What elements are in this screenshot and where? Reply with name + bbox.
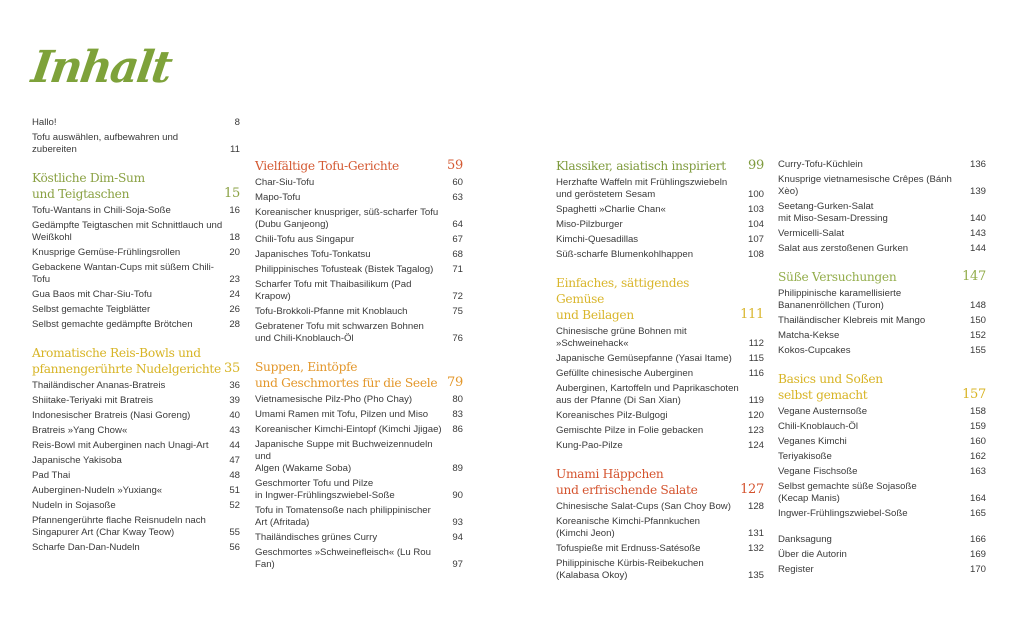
entry-page-number: 166 (969, 534, 986, 545)
section-heading[interactable] (556, 275, 764, 323)
toc-entry[interactable] (32, 455, 240, 467)
entry-title: Philippinisches Tofusteak (Bistek Tagalog) (255, 264, 434, 275)
toc-entry[interactable] (778, 315, 986, 327)
entry-page-number: 128 (747, 501, 764, 512)
entry-page-number: 56 (229, 542, 240, 553)
entry-page-number: 52 (229, 500, 240, 511)
entry-title: Register (778, 564, 814, 575)
contents-title-logo: Inhalt (28, 42, 174, 93)
toc-group (778, 534, 986, 576)
section-page-number: 147 (962, 269, 986, 284)
toc-entry[interactable] (255, 264, 463, 276)
toc-entry[interactable] (556, 326, 764, 350)
toc-entry[interactable] (556, 177, 764, 201)
section-page-number: 111 (740, 307, 764, 322)
entry-title: Curry-Tofu-Küchlein (778, 159, 863, 170)
toc-entry[interactable] (32, 410, 240, 422)
toc-column-1 (32, 117, 240, 557)
entry-page-number: 115 (748, 353, 764, 364)
entry-title: Char-Siu-Tofu (255, 177, 315, 188)
entry-title: Vegane Fischsoße (778, 466, 858, 477)
entry-page-number: 103 (747, 204, 764, 215)
entry-page-number: 148 (969, 300, 986, 311)
entry-title: Koreanischer knuspriger, süß-scharfer Tofu (Dubu Ganjeong) (255, 207, 439, 230)
entry-title: Reis-Bowl mit Auberginen nach Unagi-Art (32, 440, 209, 451)
entry-title: Tofu-Brokkoli-Pfanne mit Knoblauch (255, 306, 408, 317)
entry-page-number: 51 (229, 485, 240, 496)
entry-title: Scharfer Tofu mit Thaibasilikum (Pad Krapow) (255, 279, 412, 302)
entry-page-number: 89 (452, 463, 463, 474)
toc-entry[interactable] (255, 177, 463, 189)
entry-page-number: 135 (747, 570, 764, 581)
toc-section (255, 359, 463, 571)
toc-entry[interactable] (32, 515, 240, 539)
section-title: Klassiker, asiatisch inspiriert (556, 159, 726, 173)
toc-entry[interactable] (556, 501, 764, 513)
entry-page-number: 71 (452, 264, 463, 275)
entry-title: Indonesischer Bratreis (Nasi Goreng) (32, 410, 191, 421)
entry-page-number: 104 (747, 219, 764, 230)
entry-page-number: 63 (452, 192, 463, 203)
toc-entry[interactable] (556, 558, 764, 582)
entry-title: Gemischte Pilze in Folie gebacken (556, 425, 704, 436)
entry-title: Über die Autorin (778, 549, 847, 560)
entry-page-number: 164 (969, 493, 986, 504)
entry-title: Scharfe Dan-Dan-Nudeln (32, 542, 140, 553)
toc-entry[interactable] (32, 440, 240, 452)
toc-entry[interactable] (255, 478, 463, 502)
entry-title: Japanische Yakisoba (32, 455, 122, 466)
entry-page-number: 163 (969, 466, 986, 477)
toc-entry[interactable] (32, 500, 240, 512)
toc-section (556, 466, 764, 582)
entry-title: Japanisches Tofu-Tonkatsu (255, 249, 371, 260)
toc-entry[interactable] (32, 220, 240, 244)
entry-title: Koreanischer Kimchi-Eintopf (Kimchi Jjigae) (255, 424, 442, 435)
toc-entry[interactable] (778, 451, 986, 463)
toc-group (32, 117, 240, 156)
entry-title: Knusprige Gemüse-Frühlingsrollen (32, 247, 181, 258)
entry-page-number: 124 (747, 440, 764, 451)
entry-page-number: 143 (969, 228, 986, 239)
toc-entry[interactable] (556, 543, 764, 555)
entry-title: Selbst gemachte süße Sojasoße (Kecap Manis) (778, 481, 917, 504)
section-page-number: 99 (748, 158, 764, 173)
entry-page-number: 155 (969, 345, 986, 356)
toc-entry[interactable] (556, 368, 764, 380)
entry-title: Japanische Suppe mit Buchweizennudeln und Algen (Wakame Soba) (255, 439, 433, 474)
toc-column-4 (778, 159, 986, 579)
toc-column-2 (255, 158, 463, 574)
toc-entry[interactable] (32, 319, 240, 331)
toc-entry[interactable] (32, 542, 240, 554)
entry-page-number: 158 (969, 406, 986, 417)
toc-section (255, 158, 463, 345)
section-heading[interactable] (32, 345, 240, 377)
section-heading[interactable] (556, 466, 764, 498)
toc-entry[interactable] (255, 394, 463, 406)
entry-title: Hallo! (32, 117, 57, 128)
section-title: Aromatische Reis-Bowls und pfannengerührte Nudelgerichte (32, 346, 221, 376)
toc-entry[interactable] (32, 485, 240, 497)
entry-page-number: 76 (452, 333, 463, 344)
entry-page-number: 36 (229, 380, 240, 391)
entry-title: Shiitake-Teriyaki mit Bratreis (32, 395, 154, 406)
entry-page-number: 170 (969, 564, 986, 575)
entry-page-number: 75 (452, 306, 463, 317)
entry-title: Herzhafte Waffeln mit Frühlingszwiebeln und geröstetem Sesam (556, 177, 728, 200)
entry-page-number: 160 (969, 436, 986, 447)
entry-page-number: 139 (969, 186, 986, 197)
entry-title: Gebackene Wantan-Cups mit süßem Chili-Tofu (32, 262, 214, 285)
entry-title: Chili-Knoblauch-Öl (778, 421, 858, 432)
entry-title: Thailändisches grünes Curry (255, 532, 378, 543)
toc-entry[interactable] (556, 440, 764, 452)
toc-entry[interactable] (255, 249, 463, 261)
entry-page-number: 60 (452, 177, 463, 188)
section-page-number: 79 (447, 375, 463, 390)
entry-title: Pfannengerührte flache Reisnudeln nach Singapurer Art (Char Kway Teow) (32, 515, 206, 538)
toc-entry[interactable] (778, 481, 986, 505)
toc-entry[interactable] (556, 516, 764, 540)
entry-page-number: 64 (452, 219, 463, 230)
entry-page-number: 18 (229, 232, 240, 243)
entry-title: Veganes Kimchi (778, 436, 847, 447)
entry-page-number: 100 (747, 189, 764, 200)
toc-entry[interactable] (255, 207, 463, 231)
entry-title: Ingwer-Frühlingszwiebel-Soße (778, 508, 908, 519)
entry-title: Tofuspieße mit Erdnuss-Satésoße (556, 543, 701, 554)
toc-entry[interactable] (778, 421, 986, 433)
entry-title: Nudeln in Sojasoße (32, 500, 116, 511)
section-heading[interactable] (32, 170, 240, 202)
toc-entry[interactable] (255, 409, 463, 421)
entry-title: Geschmortes »Schweinefleisch« (Lu Rou Fan) (255, 547, 431, 570)
entry-title: Mapo-Tofu (255, 192, 301, 203)
toc-entry[interactable] (255, 532, 463, 544)
entry-title: Spaghetti »Charlie Chan« (556, 204, 666, 215)
entry-page-number: 107 (747, 234, 764, 245)
section-title: Umami Häppchen und erfrischende Salate (556, 467, 698, 497)
toc-entry[interactable] (778, 345, 986, 357)
entry-page-number: 16 (229, 205, 240, 216)
entry-page-number: 159 (969, 421, 986, 432)
section-heading[interactable] (556, 158, 764, 174)
section-title: Suppen, Eintöpfe und Geschmortes für die Seele (255, 360, 438, 390)
entry-page-number: 162 (969, 451, 986, 462)
entry-page-number: 152 (969, 330, 986, 341)
section-page-number: 59 (447, 158, 463, 173)
section-heading[interactable] (778, 269, 986, 285)
toc-entry[interactable] (778, 228, 986, 240)
toc-group (778, 159, 986, 255)
entry-title: Gedämpfte Teigtaschen mit Schnittlauch und Weißkohl (32, 220, 223, 243)
entry-page-number: 44 (229, 440, 240, 451)
toc-entry[interactable] (778, 436, 986, 448)
entry-title: Chinesische grüne Bohnen mit »Schweinehack« (556, 326, 687, 349)
entry-title: Gebratener Tofu mit schwarzen Bohnen und Chili-Knoblauch-Öl (255, 321, 424, 344)
entry-page-number: 97 (452, 559, 463, 570)
entry-title: Kimchi-Quesadillas (556, 234, 639, 245)
section-page-number: 157 (962, 387, 986, 402)
entry-title: Thailändischer Klebreis mit Mango (778, 315, 926, 326)
entry-title: Kung-Pao-Pilze (556, 440, 623, 451)
entry-page-number: 108 (747, 249, 764, 260)
entry-page-number: 93 (452, 517, 463, 528)
entry-page-number: 67 (452, 234, 463, 245)
toc-section (32, 345, 240, 554)
entry-page-number: 26 (229, 304, 240, 315)
entry-title: Teriyakisoße (778, 451, 832, 462)
entry-title: Süß-scharfe Blumenkohlhappen (556, 249, 694, 260)
section-title: Basics und Soßen selbst gemacht (778, 372, 883, 402)
entry-title: Chili-Tofu aus Singapur (255, 234, 355, 245)
entry-title: Geschmorter Tofu und Pilze in Ingwer-Frühlingszwiebel-Soße (255, 478, 395, 501)
entry-page-number: 47 (229, 455, 240, 466)
section-page-number: 35 (224, 361, 240, 376)
entry-page-number: 40 (229, 410, 240, 421)
entry-title: Koreanische Kimchi-Pfannkuchen (Kimchi Jeon) (556, 516, 700, 539)
entry-page-number: 150 (969, 315, 986, 326)
entry-page-number: 132 (747, 543, 764, 554)
entry-title: Kokos-Cupcakes (778, 345, 851, 356)
entry-title: Miso-Pilzburger (556, 219, 623, 230)
toc-entry[interactable] (556, 249, 764, 261)
toc-entry[interactable] (32, 132, 240, 156)
entry-page-number: 112 (748, 338, 764, 349)
toc-entry[interactable] (778, 466, 986, 478)
entry-title: Bratreis »Yang Chow« (32, 425, 128, 436)
toc-entry[interactable] (255, 321, 463, 345)
entry-page-number: 80 (452, 394, 463, 405)
toc-entry[interactable] (778, 406, 986, 418)
toc-entry[interactable] (255, 192, 463, 204)
toc-entry[interactable] (32, 304, 240, 316)
entry-title: Matcha-Kekse (778, 330, 840, 341)
entry-page-number: 72 (452, 291, 463, 302)
section-title: Köstliche Dim-Sum und Teigtaschen (32, 171, 145, 201)
entry-page-number: 23 (229, 274, 240, 285)
entry-page-number: 68 (452, 249, 463, 260)
entry-page-number: 136 (969, 159, 986, 170)
entry-title: Tofu-Wantans in Chili-Soja-Soße (32, 205, 171, 216)
entry-title: Japanische Gemüsepfanne (Yasai Itame) (556, 353, 732, 364)
entry-title: Auberginen-Nudeln »Yuxiang« (32, 485, 163, 496)
entry-page-number: 165 (969, 508, 986, 519)
entry-page-number: 90 (452, 490, 463, 501)
entry-title: Pad Thai (32, 470, 71, 481)
toc-entry[interactable] (778, 288, 986, 312)
entry-title: Tofu in Tomatensoße nach philippinischer Art (Afritada) (255, 505, 431, 528)
section-page-number: 127 (740, 482, 764, 497)
entry-page-number: 28 (229, 319, 240, 330)
toc-entry[interactable] (778, 243, 986, 255)
toc-entry[interactable] (556, 353, 764, 365)
entry-page-number: 131 (747, 528, 764, 539)
toc-entry[interactable] (556, 234, 764, 246)
toc-entry[interactable] (255, 306, 463, 318)
entry-title: Philippinische Kürbis-Reibekuchen (Kalabasa Okoy) (556, 558, 704, 581)
toc-column-3 (556, 158, 764, 585)
toc-entry[interactable] (32, 247, 240, 259)
entry-title: Koreanisches Pilz-Bulgogi (556, 410, 668, 421)
toc-entry[interactable] (778, 330, 986, 342)
entry-title: Danksagung (778, 534, 832, 545)
toc-section (556, 275, 764, 452)
toc-entry[interactable] (255, 439, 463, 475)
toc-entry[interactable] (556, 204, 764, 216)
toc-entry[interactable] (32, 395, 240, 407)
toc-entry[interactable] (255, 424, 463, 436)
entry-page-number: 48 (229, 470, 240, 481)
entry-title: Salat aus zerstoßenen Gurken (778, 243, 909, 254)
entry-page-number: 24 (229, 289, 240, 300)
toc-entry[interactable] (778, 564, 986, 576)
toc-section (778, 269, 986, 357)
toc-entry[interactable] (255, 505, 463, 529)
entry-title: Philippinische karamellisierte Bananenröllchen (Turon) (778, 288, 902, 311)
entry-title: Vegane Austernsoße (778, 406, 868, 417)
entry-page-number: 144 (969, 243, 986, 254)
entry-title: Knusprige vietnamesische Crêpes (Bánh Xèo) (778, 174, 952, 197)
toc-entry[interactable] (778, 201, 986, 225)
toc-entry[interactable] (778, 534, 986, 546)
section-heading[interactable] (778, 371, 986, 403)
toc-entry[interactable] (556, 383, 764, 407)
section-title: Einfaches, sättigendes Gemüse und Beilagen (556, 276, 690, 322)
entry-title: Seetang-Gurken-Salat mit Miso-Sesam-Dressing (778, 201, 888, 224)
toc-entry[interactable] (32, 470, 240, 482)
toc-section (556, 158, 764, 261)
entry-page-number: 119 (748, 395, 764, 406)
entry-page-number: 123 (747, 425, 764, 436)
toc-entry[interactable] (778, 174, 986, 198)
toc-entry[interactable] (32, 262, 240, 286)
entry-page-number: 83 (452, 409, 463, 420)
toc-entry[interactable] (556, 410, 764, 422)
entry-title: Auberginen, Kartoffeln und Paprikaschoten aus der Pfanne (Di San Xian) (556, 383, 739, 406)
entry-page-number: 20 (229, 247, 240, 258)
toc-entry[interactable] (255, 234, 463, 246)
toc-entry[interactable] (255, 547, 463, 571)
toc-entry[interactable] (32, 205, 240, 217)
entry-page-number: 169 (969, 549, 986, 560)
toc-entry[interactable] (778, 159, 986, 171)
entry-title: Umami Ramen mit Tofu, Pilzen und Miso (255, 409, 429, 420)
section-page-number: 15 (224, 186, 240, 201)
entry-page-number: 116 (748, 368, 764, 379)
section-title: Vielfältige Tofu-Gerichte (255, 159, 399, 173)
entry-title: Chinesische Salat-Cups (San Choy Bow) (556, 501, 731, 512)
section-heading[interactable] (255, 359, 463, 391)
entry-page-number: 11 (230, 144, 240, 155)
toc-section (32, 170, 240, 331)
toc-entry[interactable] (255, 279, 463, 303)
entry-page-number: 43 (229, 425, 240, 436)
entry-title: Thailändischer Ananas-Bratreis (32, 380, 166, 391)
entry-page-number: 8 (234, 117, 240, 128)
entry-page-number: 94 (452, 532, 463, 543)
entry-title: Gua Baos mit Char-Siu-Tofu (32, 289, 152, 300)
toc-entry[interactable] (556, 425, 764, 437)
toc-entry[interactable] (778, 508, 986, 520)
entry-page-number: 39 (229, 395, 240, 406)
toc-section (778, 371, 986, 520)
toc-entry[interactable] (32, 380, 240, 392)
toc-entry[interactable] (556, 219, 764, 231)
toc-entry[interactable] (778, 549, 986, 561)
entry-page-number: 55 (229, 527, 240, 538)
entry-title: Tofu auswählen, aufbewahren und zubereiten (32, 132, 179, 155)
entry-page-number: 86 (452, 424, 463, 435)
entry-page-number: 140 (969, 213, 986, 224)
entry-title: Vermicelli-Salat (778, 228, 845, 239)
toc-entry[interactable] (32, 289, 240, 301)
toc-entry[interactable] (32, 117, 240, 129)
section-heading[interactable] (255, 158, 463, 174)
entry-title: Selbst gemachte gedämpfte Brötchen (32, 319, 193, 330)
section-title: Süße Versuchungen (778, 270, 897, 284)
entry-title: Selbst gemachte Teigblätter (32, 304, 151, 315)
entry-page-number: 120 (747, 410, 764, 421)
entry-title: Gefüllte chinesische Auberginen (556, 368, 694, 379)
toc-entry[interactable] (32, 425, 240, 437)
entry-title: Vietnamesische Pilz-Pho (Pho Chay) (255, 394, 413, 405)
